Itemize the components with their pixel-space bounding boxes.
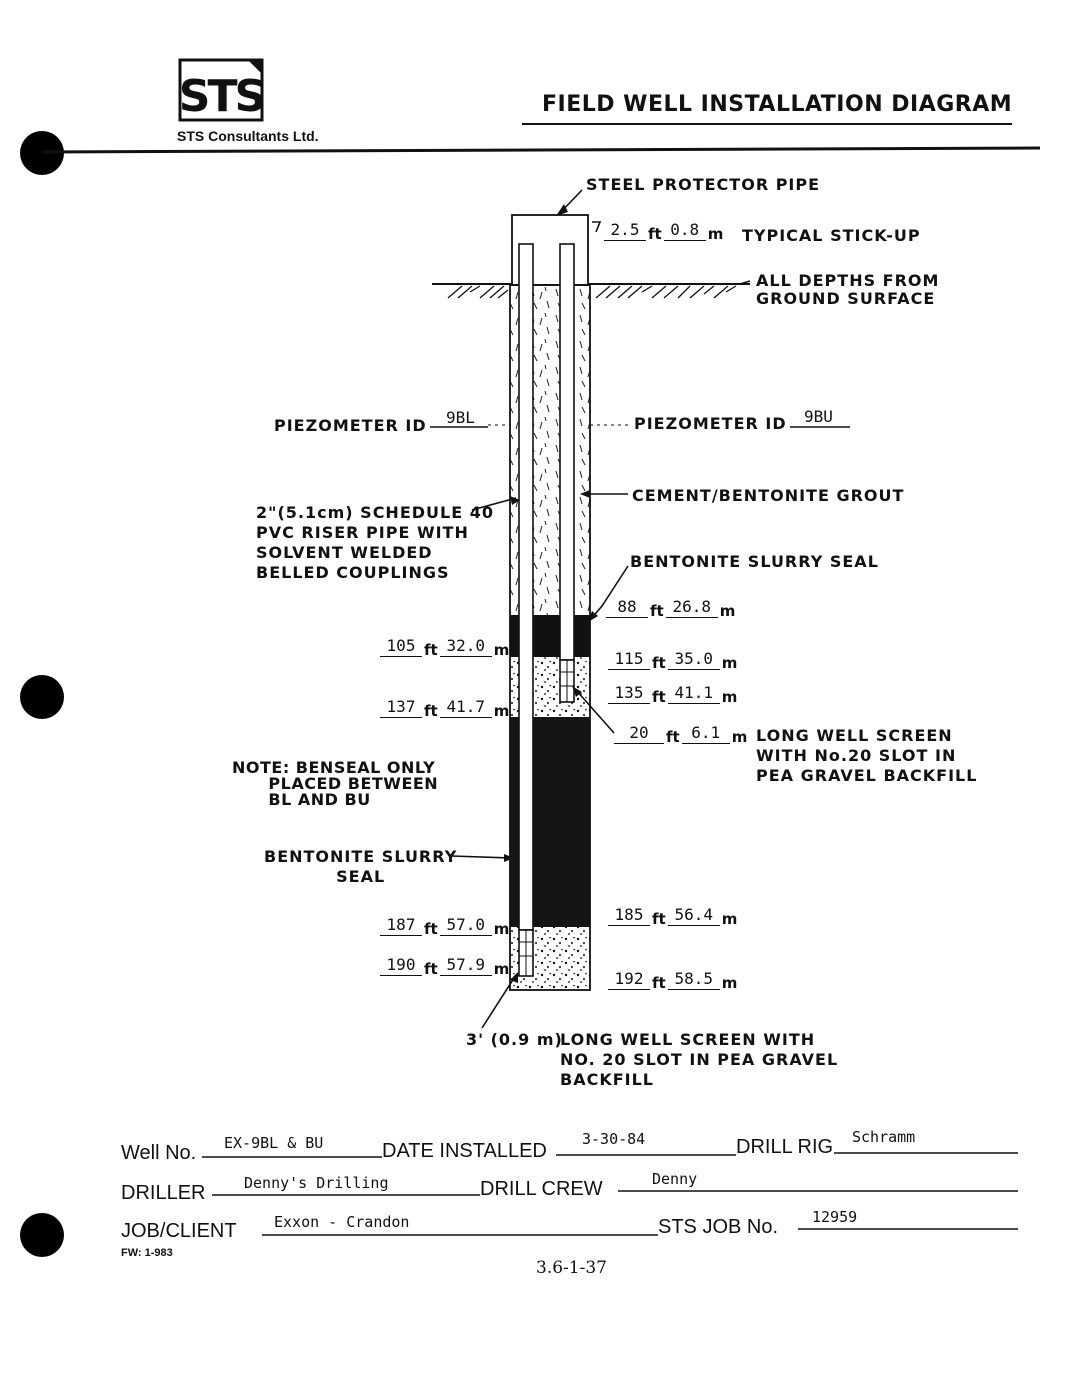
- unit-ft: ft: [652, 654, 666, 672]
- unit-ft: ft: [424, 702, 438, 720]
- depth-88-m: 26.8: [666, 597, 718, 618]
- depth-115: [608, 649, 739, 670]
- well-no-value: EX-9BL & BU: [224, 1134, 324, 1152]
- lower-screen-label: LONG WELL SCREEN WITH NO. 20 SLOT IN PEA GRAVEL BACKFILL: [560, 1030, 839, 1089]
- stickup-depth: [604, 220, 725, 241]
- benseal-note: NOTE: BENSEAL ONLY PLACED BETWEEN BL AND BU: [232, 758, 439, 809]
- sts-job-no-label: STS JOB No.: [658, 1216, 779, 1238]
- unit-m: m: [721, 974, 738, 992]
- steel-protector-label: STEEL PROTECTOR PIPE: [586, 175, 821, 194]
- screen-length-m: 6.1: [682, 723, 730, 744]
- depth-190-ft: 190: [380, 955, 422, 976]
- unit-ft: ft: [648, 225, 662, 243]
- depth-185-ft: 185: [608, 905, 650, 926]
- unit-ft: ft: [652, 974, 666, 992]
- drill-crew-value: Denny: [652, 1170, 698, 1188]
- depth-137-m: 41.7: [440, 697, 492, 718]
- screen-length-20: [614, 723, 749, 744]
- unit-m: m: [721, 688, 738, 706]
- sts-job-no-value: 12959: [812, 1208, 858, 1226]
- driller-value: Denny's Drilling: [244, 1174, 389, 1192]
- page-title: FIELD WELL INSTALLATION DIAGRAM: [542, 92, 1013, 117]
- unit-m: m: [721, 654, 738, 672]
- unit-m: m: [719, 602, 736, 620]
- depth-105: [380, 636, 511, 657]
- grout-label: CEMENT/BENTONITE GROUT: [632, 486, 905, 505]
- unit-ft: ft: [424, 960, 438, 978]
- upper-screen-label: LONG WELL SCREEN WITH No.20 SLOT IN PEA GRAVEL BACKFILL: [756, 726, 978, 785]
- unit-m: m: [493, 702, 510, 720]
- driller-label: DRILLER: [121, 1182, 206, 1204]
- unit-m: m: [721, 910, 738, 928]
- date-installed-label: DATE INSTALLED: [382, 1140, 547, 1162]
- depth-88: [606, 597, 737, 618]
- depth-105-ft: 105: [380, 636, 422, 657]
- stickup-m: 0.8: [664, 220, 706, 241]
- depth-192-ft: 192: [608, 969, 650, 990]
- unit-ft: ft: [650, 602, 664, 620]
- unit-ft: ft: [652, 910, 666, 928]
- job-client-value: Exxon - Crandon: [274, 1213, 410, 1231]
- unit-m: m: [731, 728, 748, 746]
- depth-135-ft: 135: [608, 683, 650, 704]
- unit-ft: ft: [666, 728, 680, 746]
- svg-text:STS: STS: [178, 71, 264, 122]
- form-code: FW: 1-983: [121, 1247, 173, 1259]
- depth-187-ft: 187: [380, 915, 422, 936]
- company-name: STS Consultants Ltd.: [177, 128, 319, 144]
- unit-m: m: [493, 960, 510, 978]
- depth-187-m: 57.0: [440, 915, 492, 936]
- depth-135: [608, 683, 739, 704]
- piezometer-right-id: 9BU: [804, 407, 833, 426]
- date-installed-value: 3-30-84: [582, 1130, 646, 1148]
- depth-192-m: 58.5: [668, 969, 720, 990]
- riser-pipe-label: 2"(5.1cm) SCHEDULE 40 PVC RISER PIPE WITH SOLVENT WELDED BELLED COUPLINGS: [256, 503, 494, 582]
- unit-ft: ft: [424, 641, 438, 659]
- depths-note: ALL DEPTHS FROM GROUND SURFACE: [756, 271, 940, 308]
- unit-m: m: [707, 225, 724, 243]
- depth-137: [380, 697, 511, 718]
- job-client-label: JOB/CLIENT: [121, 1220, 237, 1242]
- drill-rig-label: DRILL RIG: [736, 1136, 834, 1158]
- piezometer-left-id: 9BL: [446, 408, 475, 427]
- drill-crew-label: DRILL CREW: [480, 1178, 603, 1200]
- depth-190: [380, 955, 511, 976]
- depth-105-m: 32.0: [440, 636, 492, 657]
- depth-185-m: 56.4: [668, 905, 720, 926]
- lower-screen-length: 3' (0.9 m): [466, 1030, 563, 1049]
- depth-115-ft: 115: [608, 649, 650, 670]
- depth-137-ft: 137: [380, 697, 422, 718]
- piezometer-left-label: PIEZOMETER ID: [274, 416, 427, 435]
- depth-88-ft: 88: [606, 597, 648, 618]
- slurry-seal-right-label: BENTONITE SLURRY SEAL: [630, 552, 879, 571]
- depth-187: [380, 915, 511, 936]
- drill-rig-value: Schramm: [852, 1128, 916, 1146]
- unit-ft: ft: [424, 920, 438, 938]
- depth-135-m: 41.1: [668, 683, 720, 704]
- depth-192: [608, 969, 739, 990]
- piezometer-right-label: PIEZOMETER ID: [634, 414, 787, 433]
- slurry-seal-left-label: BENTONITE SLURRY SEAL: [264, 847, 458, 886]
- unit-ft: ft: [652, 688, 666, 706]
- unit-m: m: [493, 641, 510, 659]
- depth-190-m: 57.9: [440, 955, 492, 976]
- screen-length-ft: 20: [614, 723, 664, 744]
- stickup-label: TYPICAL STICK-UP: [742, 226, 921, 245]
- stickup-ft: 2.5: [604, 220, 646, 241]
- unit-m: m: [493, 920, 510, 938]
- well-no-label: Well No.: [121, 1142, 197, 1164]
- page-number: 3.6-1-37: [536, 1258, 607, 1278]
- depth-115-m: 35.0: [668, 649, 720, 670]
- depth-185: [608, 905, 739, 926]
